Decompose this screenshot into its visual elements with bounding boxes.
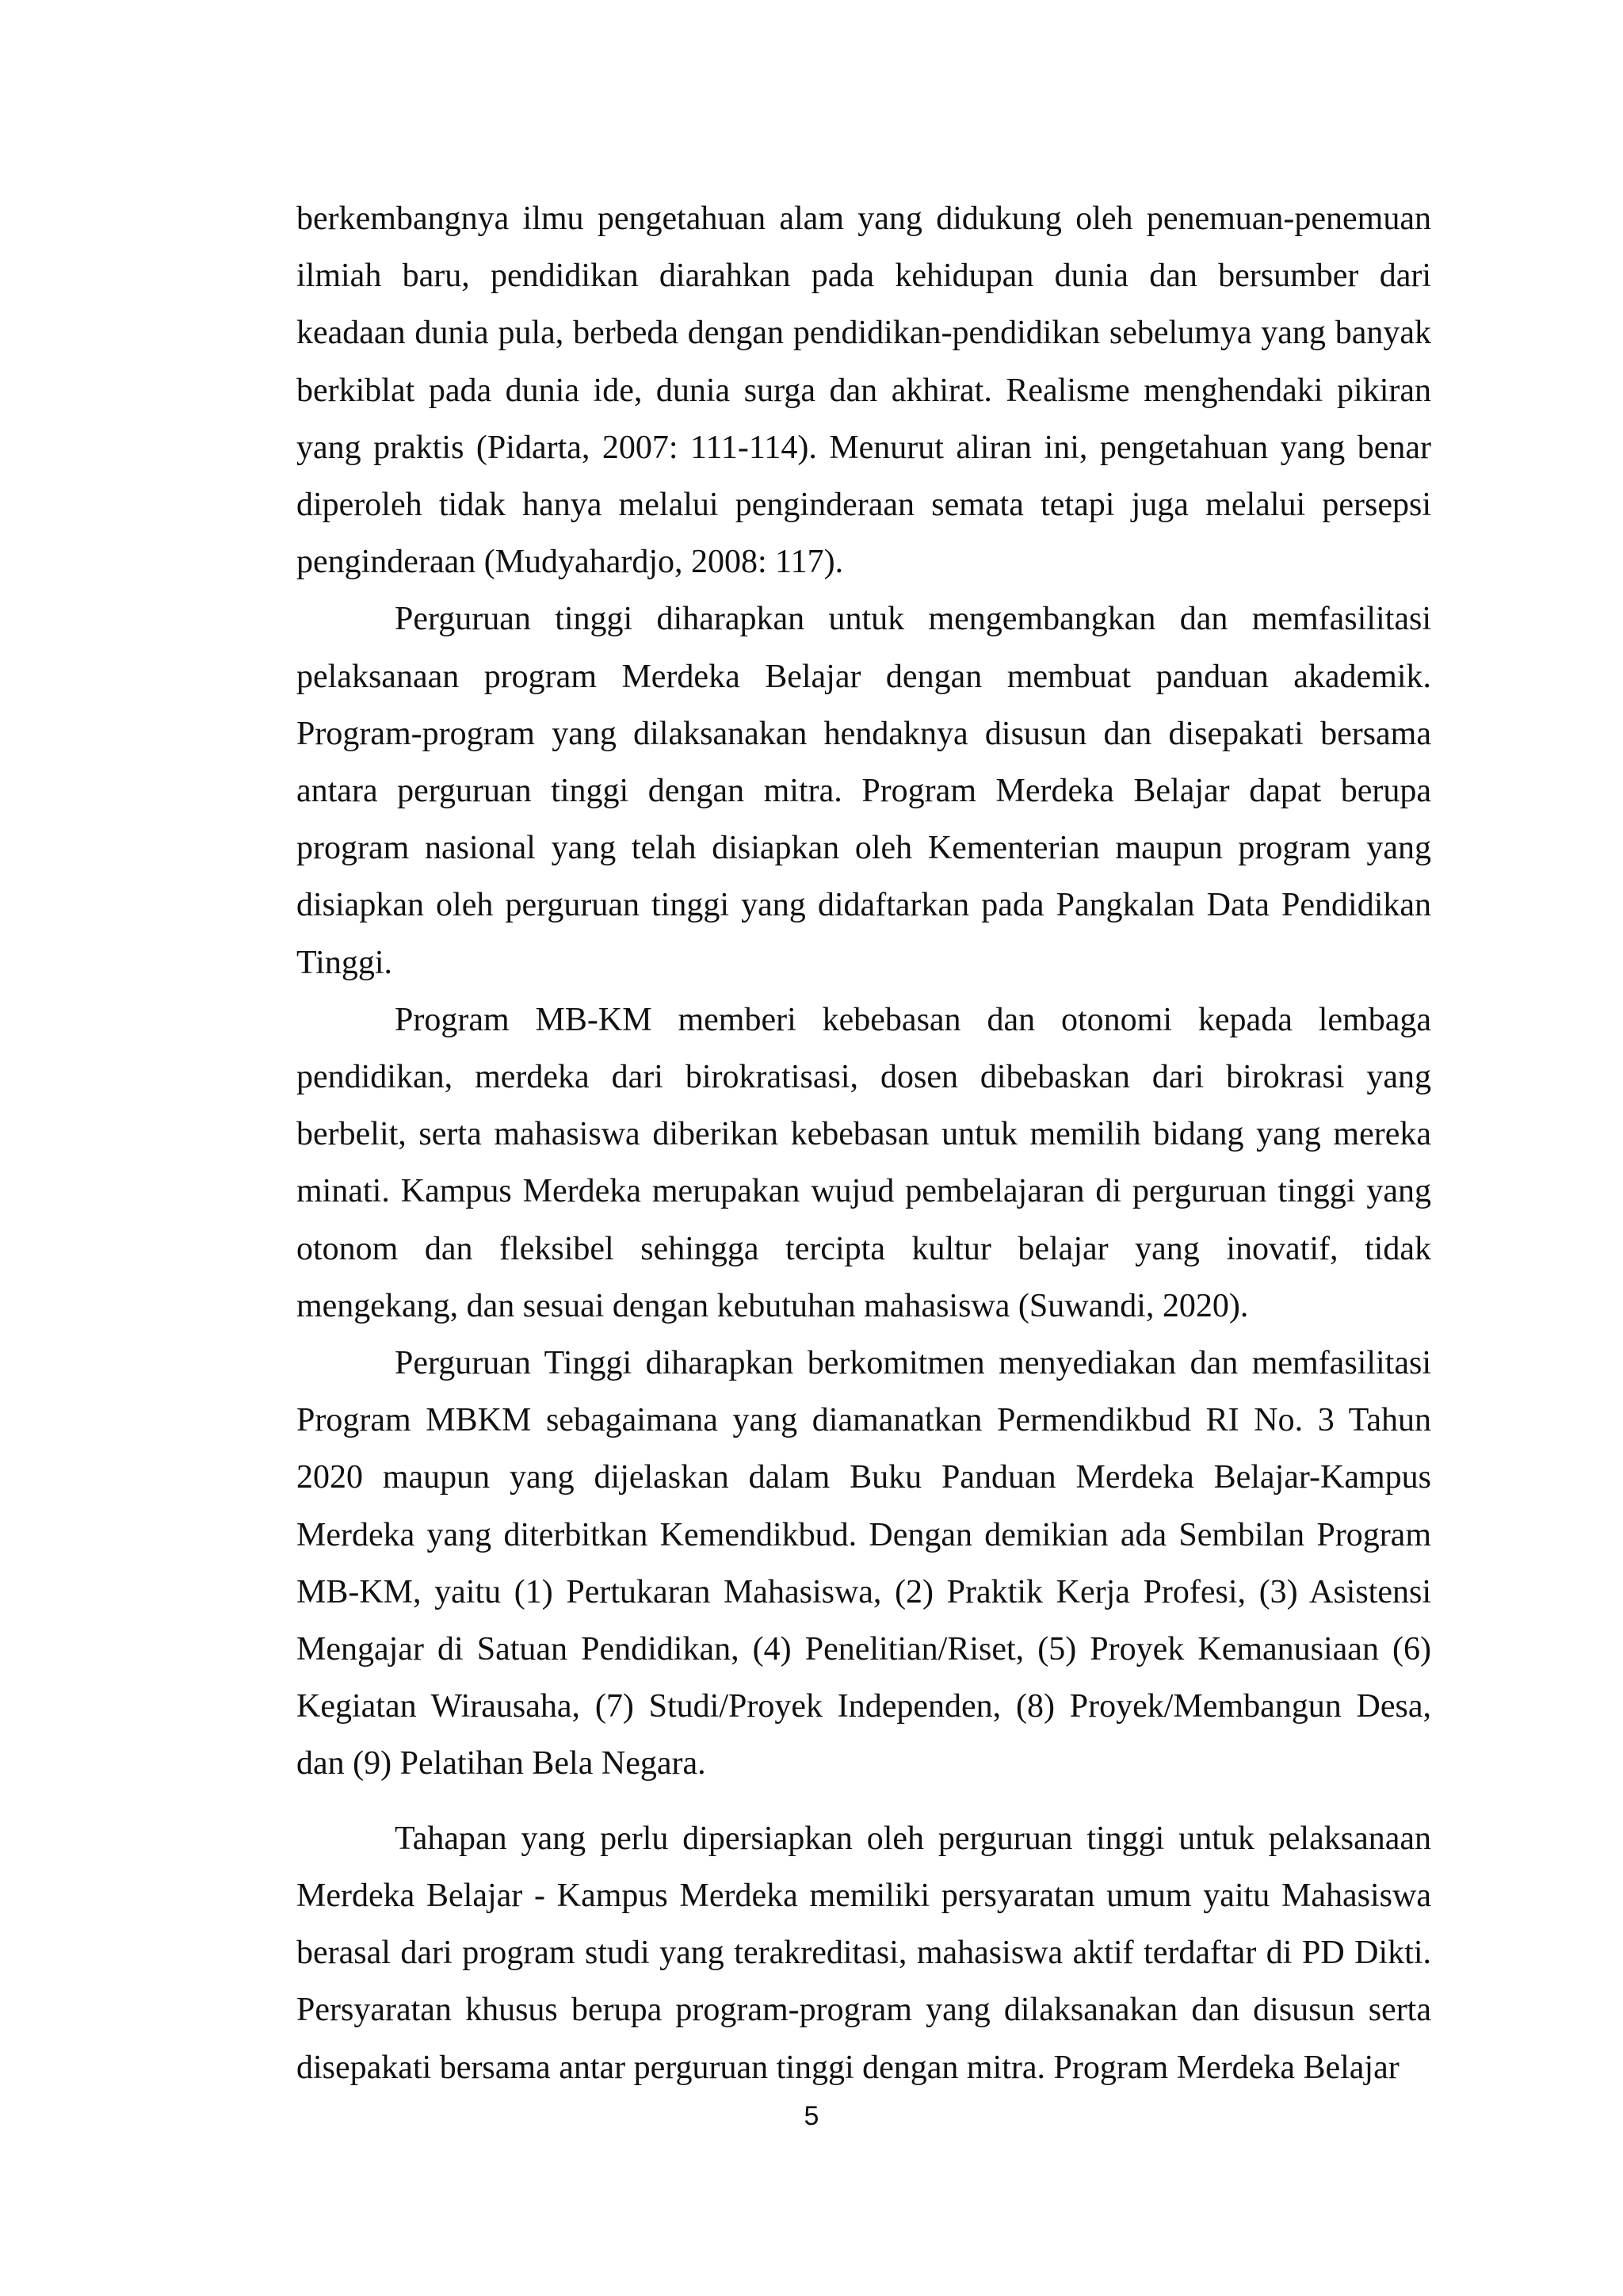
body-text xyxy=(296,190,1431,2096)
paragraph-perguruan-tinggi-panduan: Perguruan tinggi diharapkan untuk mengembangkan dan memfasilitasi pelaksanaan program Merdeka Belajar dengan membuat panduan akademik. Program-program yang dilaksanakan hendaknya disusun dan disepakati bersama antara perguruan tinggi dengan mitra. Program Merdeka Belajar dapat berupa program nasional yang telah disiapkan oleh Kementerian maupun program yang disiapkan oleh perguruan tinggi yang didaftarkan pada Pangkalan Data Pendidikan Tinggi. xyxy=(296,601,1431,981)
paragraph-program-mbkm-kebebasan: Program MB-KM memberi kebebasan dan otonomi kepada lembaga pendidikan, merdeka dari birokratisasi, dosen dibebaskan dari birokrasi yang berbelit, serta mahasiswa diberikan kebebasan untuk memilih bidang yang mereka minati. Kampus Merdeka merupakan wujud pembelajaran di perguruan tinggi yang otonom dan fleksibel sehingga tercipta kultur belajar yang inovatif, tidak mengekang, dan sesuai dengan kebutuhan mahasiswa (Suwandi, 2020). xyxy=(296,1001,1431,1324)
paragraph-tahapan-persyaratan: Tahapan yang perlu dipersiapkan oleh perguruan tinggi untuk pelaksanaan Merdeka Belajar - Kampus Merdeka memiliki persyaratan umum yaitu Mahasiswa berasal dari program studi yang terakreditasi, mahasiswa aktif terdaftar di PD Dikti. Persyaratan khusus berupa program-program yang dilaksanakan dan disusun serta disepakati bersama antar perguruan tinggi dengan mitra. Program Merdeka Belajar xyxy=(296,1820,1431,2086)
paragraph-realisme: berkembangnya ilmu pengetahuan alam yang didukung oleh penemuan-penemuan ilmiah baru, pendidikan diarahkan pada kehidupan dunia dan bersumber dari keadaan dunia pula, berbeda dengan pendidikan-pendidikan sebelumya yang banyak berkiblat pada dunia ide, dunia surga dan akhirat. Realisme menghendaki pikiran yang praktis (Pidarta, 2007: 111-114). Menurut aliran ini, pengetahuan yang benar diperoleh tidak hanya melalui penginderaan semata tetapi juga melalui persepsi penginderaan (Mudyahardjo, 2008: 117). xyxy=(296,201,1431,581)
page-number: 5 xyxy=(804,2101,819,2131)
paragraph-sembilan-program: Perguruan Tinggi diharapkan berkomitmen menyediakan dan memfasilitasi Program MBKM sebagaimana yang diamanatkan Permendikbud RI No. 3 Tahun 2020 maupun yang dijelaskan dalam Buku Panduan Merdeka Belajar-Kampus Merdeka yang diterbitkan Kemendikbud. Dengan demikian ada Sembilan Program MB-KM, yaitu (1) Pertukaran Mahasiswa, (2) Praktik Kerja Profesi, (3) Asistensi Mengajar di Satuan Pendidikan, (4) Penelitian/Riset, (5) Proyek Kemanusiaan (6) Kegiatan Wirausaha, (7) Studi/Proyek Independen, (8) Proyek/Membangun Desa, dan (9) Pelatihan Bela Negara. xyxy=(296,1345,1431,1782)
